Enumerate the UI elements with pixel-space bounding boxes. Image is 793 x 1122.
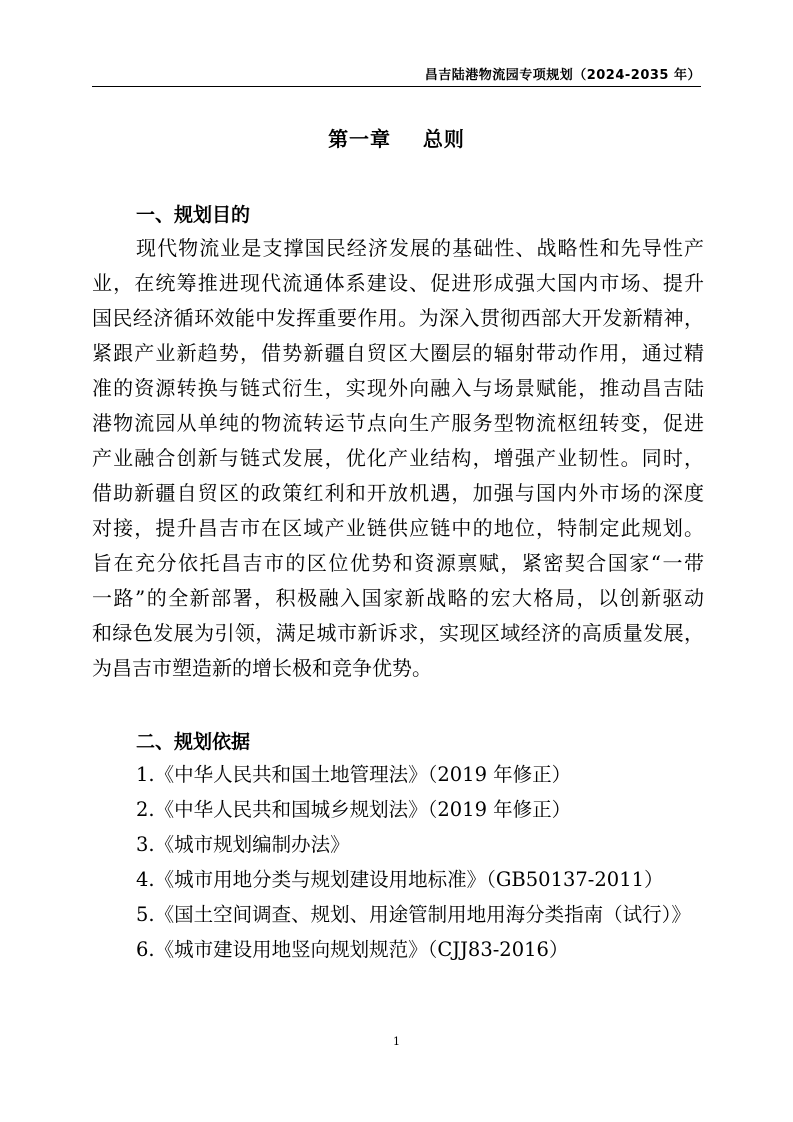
section-heading-purpose: 一、规划目的: [136, 204, 251, 226]
paragraph-line: 港物流园从单纯的物流转运节点向生产服务型物流枢纽转变，促进: [92, 411, 704, 435]
reference-item: 3.《城市规划编制办法》: [136, 833, 350, 856]
paragraph-line: 产业融合创新与链式发展，优化产业结构，增强产业韧性。同时，: [92, 446, 704, 470]
header-rule: [92, 86, 701, 87]
paragraph-line: 准的资源转换与链式衍生，实现外向融入与场景赋能，推动昌吉陆: [92, 376, 704, 400]
paragraph-line: 现代物流业是支撑国民经济发展的基础性、战略性和先导性产: [136, 236, 704, 260]
chapter-title: 第一章 总则: [328, 127, 465, 151]
paragraph-line: 一路”的全新部署，积极融入国家新战略的宏大格局，以创新驱动: [92, 586, 704, 610]
paragraph-line: 对接，提升昌吉市在区域产业链供应链中的地位，特制定此规划。: [92, 516, 704, 540]
paragraph-line: 为昌吉市塑造新的增长极和竞争优势。: [92, 656, 432, 680]
reference-item: 5.《国土空间调查、规划、用途管制用地用海分类指南（试行）》: [136, 903, 691, 926]
paragraph-line: 业，在统筹推进现代流通体系建设、促进形成强大国内市场、提升: [92, 271, 704, 295]
paragraph-line: 借助新疆自贸区的政策红利和开放机遇，加强与国内外市场的深度: [92, 481, 704, 505]
reference-item: 4.《城市用地分类与规划建设用地标准》（GB50137-2011）: [136, 868, 664, 891]
paragraph-line: 紧跟产业新趋势，借势新疆自贸区大圈层的辐射带动作用，通过精: [92, 341, 704, 365]
reference-item: 2.《中华人民共和国城乡规划法》（2019 年修正）: [136, 798, 572, 821]
paragraph-line: 国民经济循环效能中发挥重要作用。为深入贯彻西部大开发新精神，: [92, 306, 704, 330]
paragraph-line: 旨在充分依托昌吉市的区位优势和资源禀赋，紧密契合国家“一带: [92, 551, 704, 575]
reference-item: 1.《中华人民共和国土地管理法》（2019 年修正）: [136, 763, 572, 786]
page-number: 1: [393, 1035, 400, 1048]
reference-item: 6.《城市建设用地竖向规划规范》（CJJ83-2016）: [136, 938, 569, 961]
running-header: 昌吉陆港物流园专项规划（2024-2035 年）: [424, 68, 701, 83]
section-heading-basis: 二、规划依据: [136, 731, 251, 753]
paragraph-line: 和绿色发展为引领，满足城市新诉求，实现区域经济的高质量发展，: [92, 621, 704, 645]
